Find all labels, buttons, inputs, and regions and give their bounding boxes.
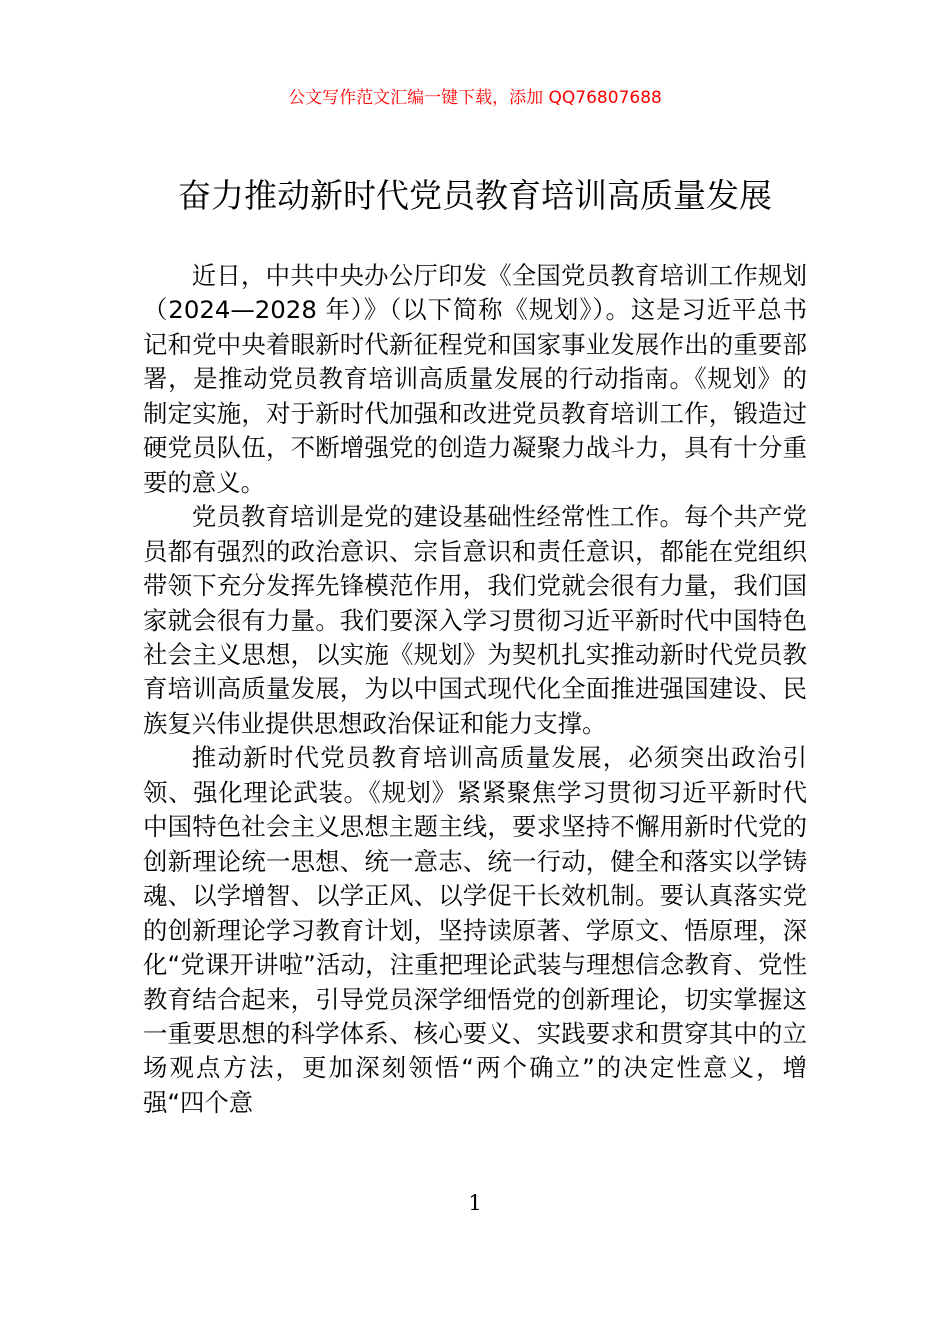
page-number: 1 <box>468 1191 482 1215</box>
document-title: 奋力推动新时代党员教育培训高质量发展 <box>178 176 772 215</box>
paragraph-2: 党员教育培训是党的建设基础性经常性工作。每个共产党员都有强烈的政治意识、宗旨意识和责任意识，都能在党组织带领下充分发挥先锋模范作用，我们党就会很有力量，我们国家就会很有力量。我们要深入学习贯彻习近平新时代中国特色社会主义思想，以实施《规划》为契机扎实推动新时代党员教育培训高质量发展，为以中国式现代化全面推进强国建设、民族复兴伟业提供思想政治保证和能力支撑。 <box>143 502 807 738</box>
paragraph-3: 推动新时代党员教育培训高质量发展，必须突出政治引领、强化理论武装。《规划》紧紧聚焦学习贯彻习近平新时代中国特色社会主义思想主题主线，要求坚持不懈用新时代党的创新理论统一思想、统一意志、统一行动，健全和落实以学铸魂、以学增智、以学正风、以学促干长效机制。要认真落实党的创新理论学习教育计划，坚持读原著、学原文、悟原理，深化“党课开讲啦”活动，注重把理论武装与理想信念教育、党性教育结合起来，引导党员深学细悟党的创新理论，切实掌握这一重要思想的科学体系、核心要义、实践要求和贯穿其中的立场观点方法，更加深刻领悟“两个确立”的决定性意义，增强“四个意 <box>143 743 807 1117</box>
download-notice: 公文写作范文汇编一键下载，添加 QQ76807688 <box>288 88 662 108</box>
paragraph-1: 近日，中共中央办公厅印发《全国党员教育培训工作规划（2024—2028 年）》（以下简称《规划》）。这是习近平总书记和党中央着眼新时代新征程党和国家事业发展作出的重要部署，是推动党员教育培训高质量发展的行动指南。《规划》的制定实施，对于新时代加强和改进党员教育培训工作，锻造过硬党员队伍，不断增强党的创造力凝聚力战斗力，具有十分重要的意义。 <box>143 261 807 497</box>
document-body <box>143 259 807 1120</box>
